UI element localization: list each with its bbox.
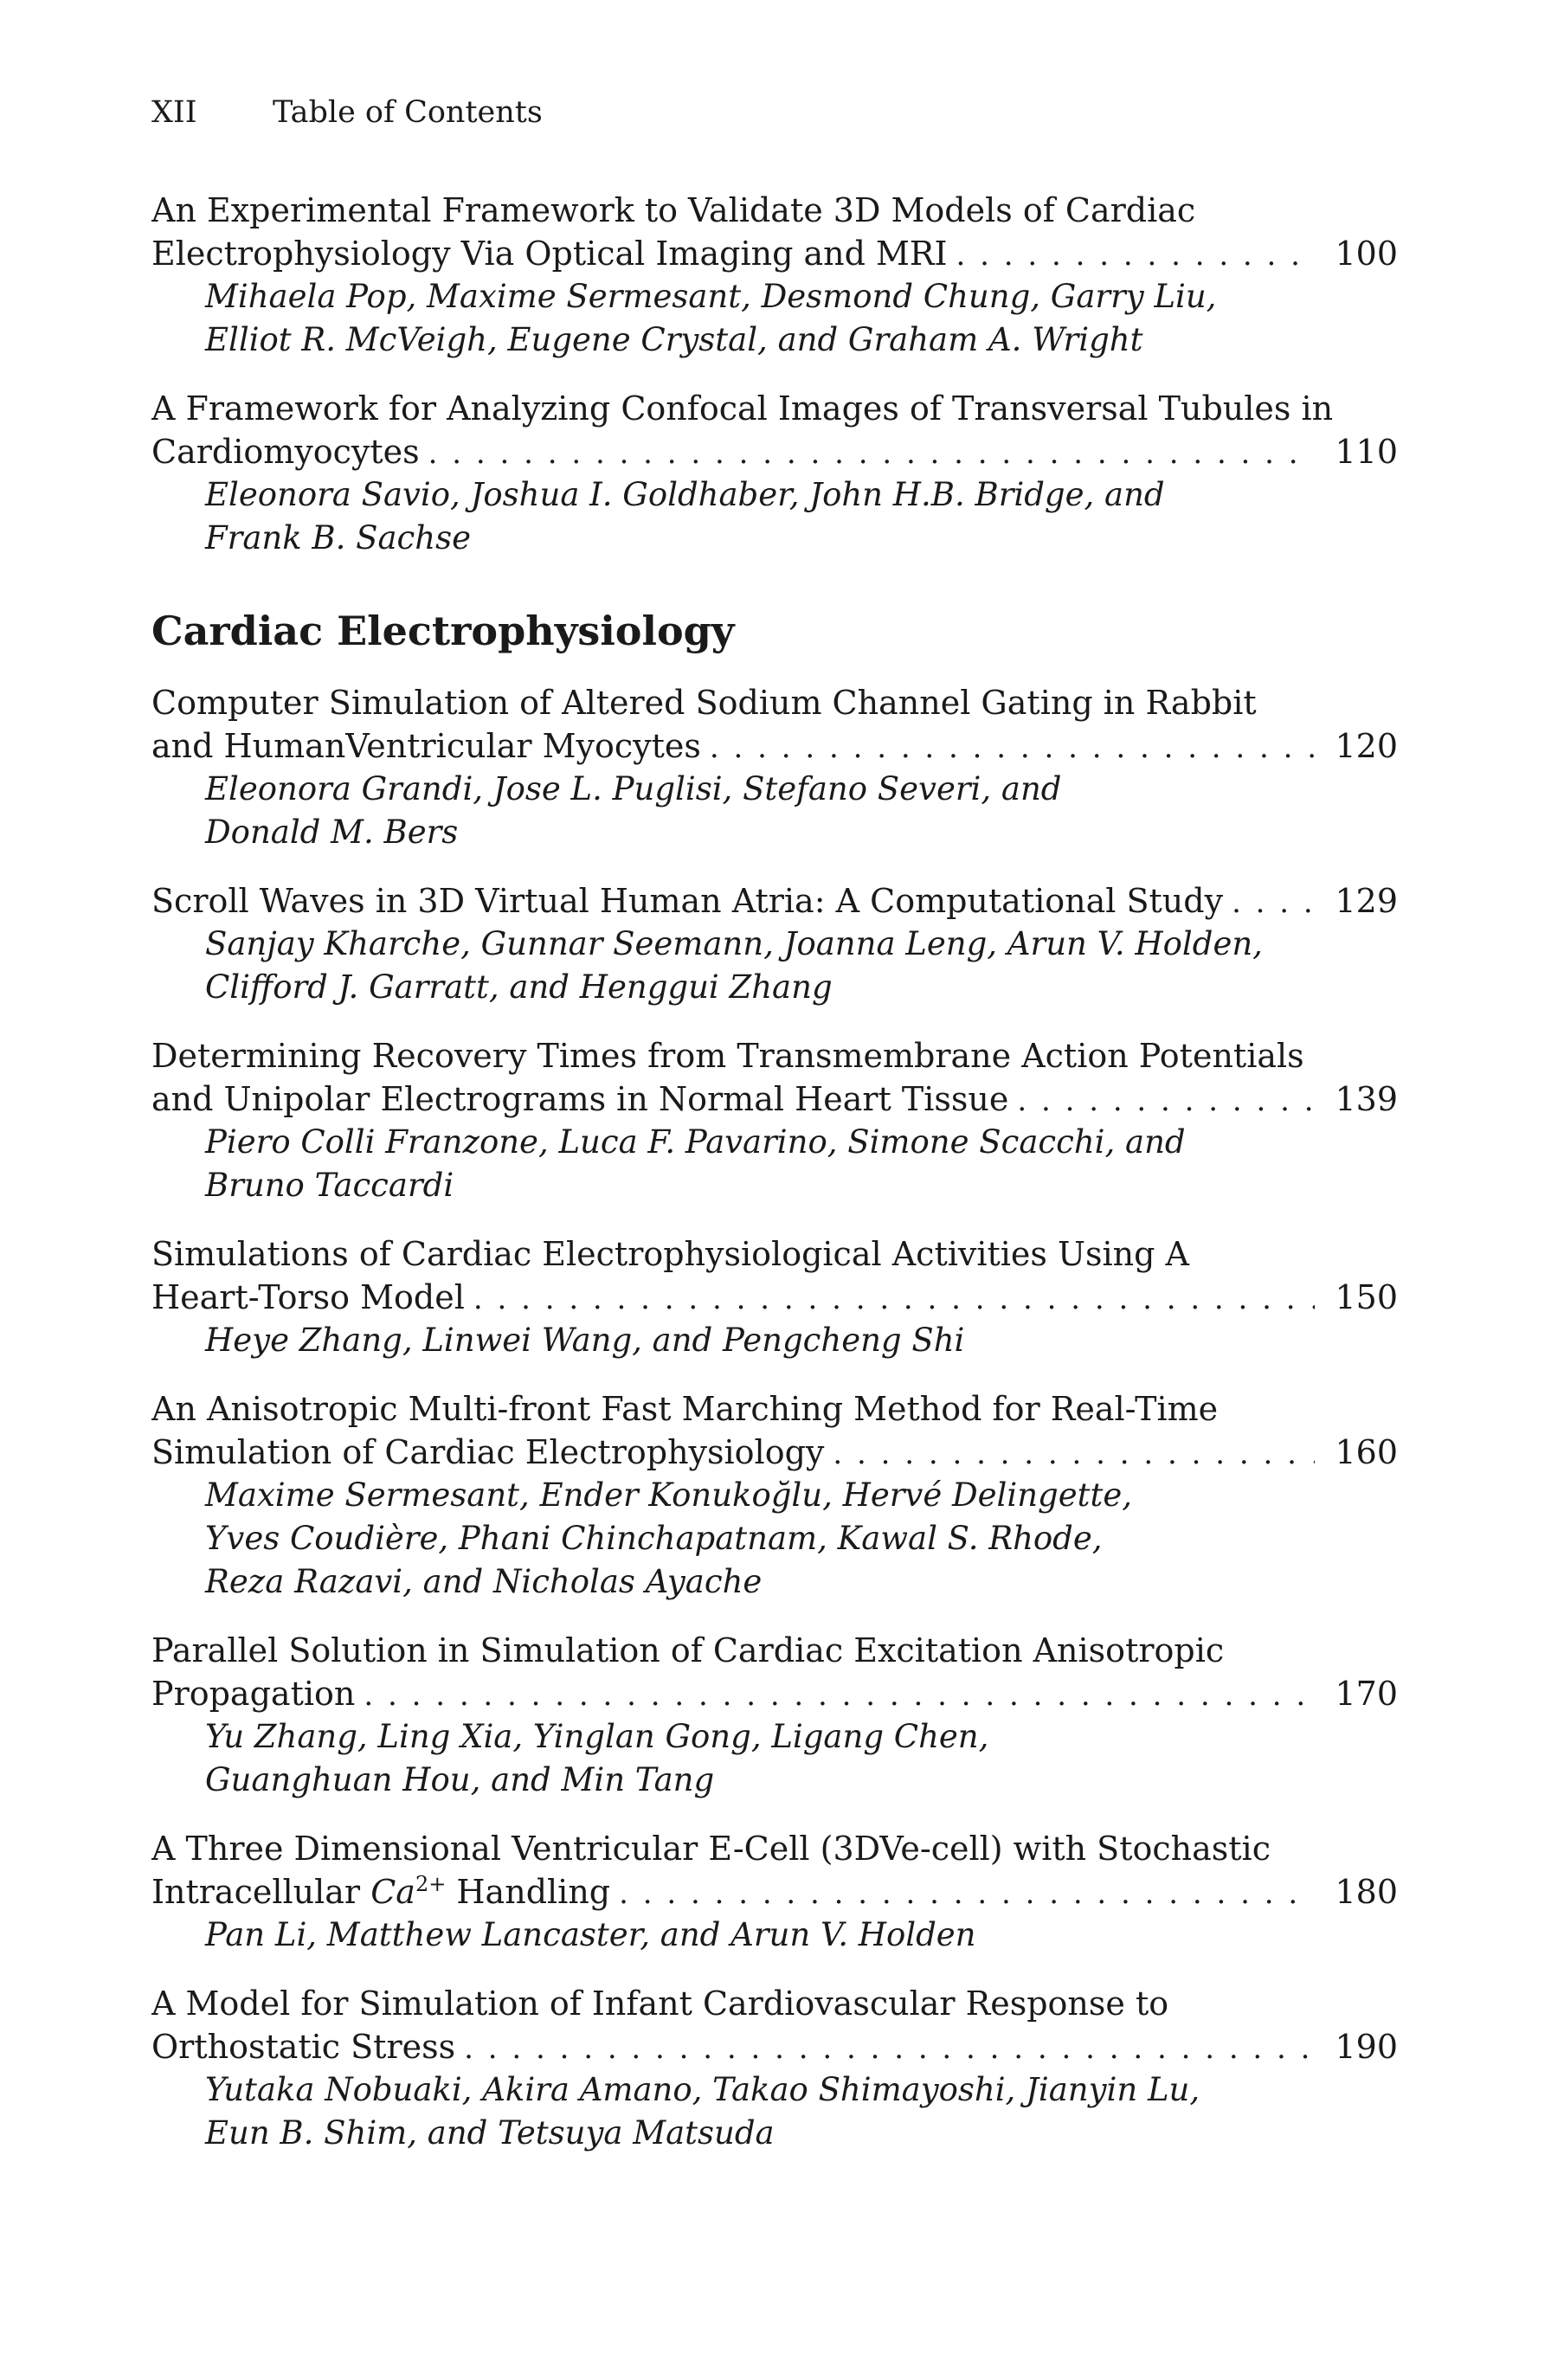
entry-page-number: 150 [1335,1278,1398,1316]
entry-page-number: 190 [1335,2028,1398,2066]
author-line: Clifford J. Garratt, and Henggui Zhang [205,968,833,1006]
entry-authors [151,768,1398,854]
entry-title-last-line [151,724,1398,768]
author-line: Elliot R. McVeigh, Eugene Crystal, and Graham A. Wright [205,321,1143,358]
page-folio: XII [151,95,197,130]
entry-title-last-line [151,879,1398,923]
entry-title-end: Simulation of Cardiac Electrophysiology [151,1433,825,1471]
toc-entry[interactable] [151,189,1398,362]
author-line: Yutaka Nobuaki, Akira Amano, Takao Shimayoshi, Jianyin Lu, [205,2071,1200,2108]
author-line: Bruno Taccardi [205,1167,454,1204]
author-line: Heye Zhang, Linwei Wang, and Pengcheng Shi [205,1322,965,1359]
entry-authors [151,923,1398,1009]
entry-authors [151,1319,1398,1362]
toc-entry[interactable] [151,1034,1398,1207]
dot-leader [473,1277,1315,1321]
author-line: Frank B. Sachse [205,519,471,556]
entry-authors [151,1474,1398,1604]
dot-leader [464,2027,1315,2070]
entry-page-number: 129 [1335,882,1398,920]
section-heading: Cardiac Electrophysiology [151,608,735,654]
title-text: Intracellular [151,1873,361,1911]
author-line: Reza Razavi, and Nicholas Ayache [205,1563,763,1600]
entry-title-last-line [151,1870,1398,1914]
calcium-symbol: Ca [370,1873,415,1911]
toc-entry[interactable] [151,387,1398,560]
dot-leader [1017,1079,1315,1122]
entry-title-line: An Anisotropic Multi-front Fast Marching Method for Real-Time [151,1390,1219,1428]
entry-title-end: Electrophysiology Via Optical Imaging and MRI [151,235,948,273]
entry-authors [151,1914,1398,1957]
entry-title-line: Determining Recovery Times from Transmembrane Action Potentials [151,1037,1304,1075]
charge-superscript: 2+ [415,1872,447,1896]
entry-title-line: Parallel Solution in Simulation of Cardiac Excitation Anisotropic [151,1631,1225,1669]
running-head [151,93,1398,132]
author-line: Sanjay Kharche, Gunnar Seemann, Joanna Leng, Arun V. Holden, [205,925,1263,962]
running-head-title: Table of Contents [273,95,543,130]
entry-page-number: 120 [1335,727,1398,765]
entry-title-last-line [151,1276,1398,1319]
entry-authors [151,1715,1398,1802]
toc-entry[interactable] [151,1982,1398,2155]
entry-title-line: A Three Dimensional Ventricular E-Cell (3DVe-cell) with Stochastic [151,1830,1271,1868]
entry-page-number: 100 [1335,235,1398,273]
entry-page-number: 170 [1335,1675,1398,1713]
dot-leader [364,1674,1315,1717]
title-text: Handling [456,1873,611,1911]
author-line: Eun B. Shim, and Tetsuya Matsuda [205,2114,775,2152]
author-line: Yves Coudière, Phani Chinchapatnam, Kawal S. Rhode, [205,1520,1103,1557]
dot-leader [619,1872,1315,1915]
author-line: Eleonora Grandi, Jose L. Puglisi, Stefano Severi, and [205,770,1062,807]
toc-page [151,93,1398,2180]
entry-authors [151,1121,1398,1207]
entry-title-end: and Unipolar Electrograms in Normal Heart Tissue [151,1080,1009,1118]
dot-leader [428,432,1315,475]
toc-entry[interactable] [151,1232,1398,1362]
entry-title-end: Scroll Waves in 3D Virtual Human Atria: A Computational Study [151,882,1224,920]
entry-title-end [151,1870,610,1914]
entry-page-number: 160 [1335,1433,1398,1471]
entry-authors [151,2068,1398,2155]
entry-title-last-line [151,430,1398,473]
entry-title-last-line [151,1077,1398,1121]
toc-entry[interactable] [151,1629,1398,1802]
entry-title-line: A Framework for Analyzing Confocal Images of Transversal Tubules in [151,389,1334,428]
entry-page-number: 180 [1335,1873,1398,1911]
dot-leader [1232,881,1315,924]
author-line: Donald M. Bers [205,814,459,851]
dot-leader [956,234,1315,277]
toc-entry[interactable] [151,1827,1398,1957]
entry-page-number: 139 [1335,1080,1398,1118]
toc-entry[interactable] [151,681,1398,854]
author-line: Pan Li, Matthew Lancaster, and Arun V. Holden [205,1916,976,1953]
dot-leader [833,1432,1315,1476]
entry-authors [151,275,1398,362]
author-line: Yu Zhang, Ling Xia, Yinglan Gong, Ligang Chen, [205,1718,989,1755]
author-line: Mihaela Pop, Maxime Sermesant, Desmond Chung, Garry Liu, [205,278,1217,315]
toc-entry[interactable] [151,1387,1398,1604]
entry-title-last-line [151,1431,1398,1474]
dot-leader [710,726,1315,769]
entry-title-end: Cardiomyocytes [151,433,420,471]
entry-title-line: Computer Simulation of Altered Sodium Channel Gating in Rabbit [151,684,1257,722]
entry-title-last-line [151,232,1398,275]
author-line: Eleonora Savio, Joshua I. Goldhaber, John H.B. Bridge, and [205,476,1165,513]
author-line: Maxime Sermesant, Ender Konukoğlu, Hervé Delingette, [205,1476,1133,1514]
entry-title-last-line [151,1672,1398,1715]
entry-title-end: Propagation [151,1675,356,1713]
entry-title-line: A Model for Simulation of Infant Cardiovascular Response to [151,1984,1169,2023]
entry-title-line: Simulations of Cardiac Electrophysiological Activities Using A [151,1235,1189,1273]
entry-title-last-line [151,2025,1398,2068]
entry-title-end: and HumanVentricular Myocytes [151,727,701,765]
toc-entry[interactable] [151,879,1398,1009]
entry-title-end: Orthostatic Stress [151,2028,456,2066]
entry-title-end: Heart-Torso Model [151,1278,465,1316]
author-line: Guanghuan Hou, and Min Tang [205,1761,715,1798]
author-line: Piero Colli Franzone, Luca F. Pavarino, Simone Scacchi, and [205,1123,1186,1161]
entry-title-line: An Experimental Framework to Validate 3D Models of Cardiac [151,191,1196,229]
entry-page-number: 110 [1335,433,1398,471]
entry-authors [151,473,1398,560]
